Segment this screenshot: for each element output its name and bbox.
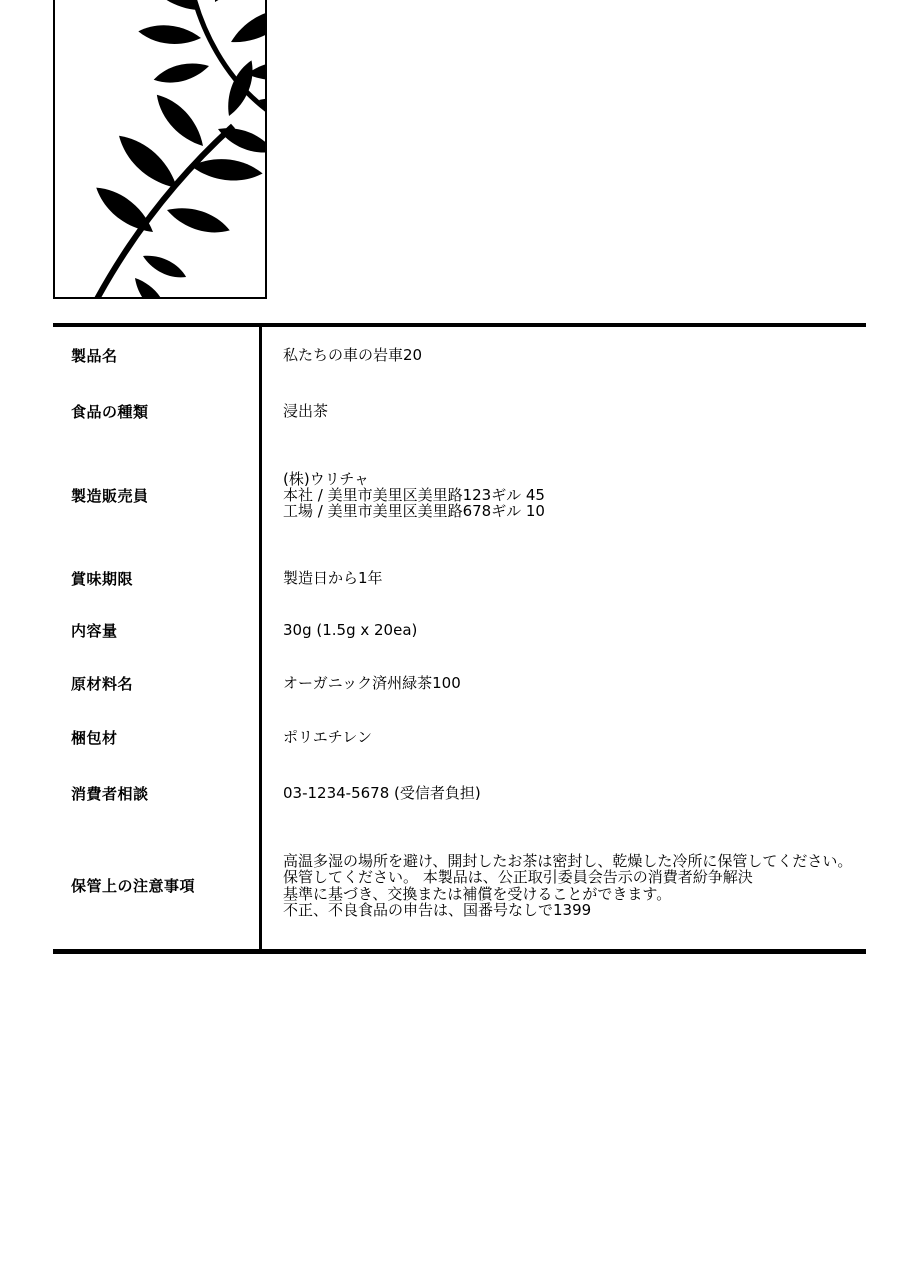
table-row-storage-notes: [53, 822, 866, 949]
row-label: 内容量: [53, 605, 262, 656]
value-line: 30g (1.5g x 20ea): [283, 621, 418, 640]
value-line: 浸出茶: [283, 401, 329, 420]
row-value: [262, 552, 866, 605]
row-label: 保管上の注意事項: [53, 822, 262, 949]
row-label: 賞味期限: [53, 552, 262, 605]
leaf-illustration-frame: [53, 0, 267, 299]
value-line: 高温多湿の場所を避け、開封したお茶は密封し、乾燥した冷所に保管してください。: [283, 852, 853, 871]
value-line: 本社 / 美里市美里区美里路123ギル 45: [283, 485, 545, 504]
row-value: [262, 605, 866, 656]
row-value: [262, 710, 866, 764]
row-label: 製造販売員: [53, 438, 262, 552]
row-value: [262, 327, 866, 384]
row-label: 消費者相談: [53, 764, 262, 822]
table-row-best-before: [53, 552, 866, 605]
row-label: 製品名: [53, 327, 262, 384]
value-line: (株)ウリチャ: [283, 469, 369, 488]
value-line: 不正、不良食品の申告は、国番号なしで1399: [283, 900, 592, 919]
value-line: オーガニック済州緑茶100: [283, 673, 461, 692]
row-value: [262, 822, 866, 949]
leaf-branch-icon: [55, 0, 265, 297]
product-spec-table: [53, 323, 866, 954]
table-row-net-content: [53, 605, 866, 656]
table-row-food-type: [53, 384, 866, 438]
table-row-consumer-contact: [53, 764, 866, 822]
table-row-packaging: [53, 710, 866, 764]
row-value: [262, 438, 866, 552]
row-label: 梱包材: [53, 710, 262, 764]
value-line: 03-1234-5678 (受信者負担): [283, 783, 481, 802]
value-line: 保管してください。 本製品は、公正取引委員会告示の消費者紛争解決: [283, 868, 753, 887]
value-line: 工場 / 美里市美里区美里路678ギル 10: [283, 502, 545, 521]
row-label: 食品の種類: [53, 384, 262, 438]
row-value: [262, 764, 866, 822]
row-value: [262, 656, 866, 710]
table-row-manufacturer: [53, 438, 866, 552]
value-line: 私たちの車の岩車20: [283, 346, 423, 365]
value-line: 基準に基づき、交換または補償を受けることができます。: [283, 884, 672, 903]
table-row-ingredients: [53, 656, 866, 710]
table-row-product-name: [53, 327, 866, 384]
value-line: ポリエチレン: [283, 727, 373, 746]
row-value: [262, 384, 866, 438]
value-line: 製造日から1年: [283, 569, 383, 588]
row-label: 原材料名: [53, 656, 262, 710]
